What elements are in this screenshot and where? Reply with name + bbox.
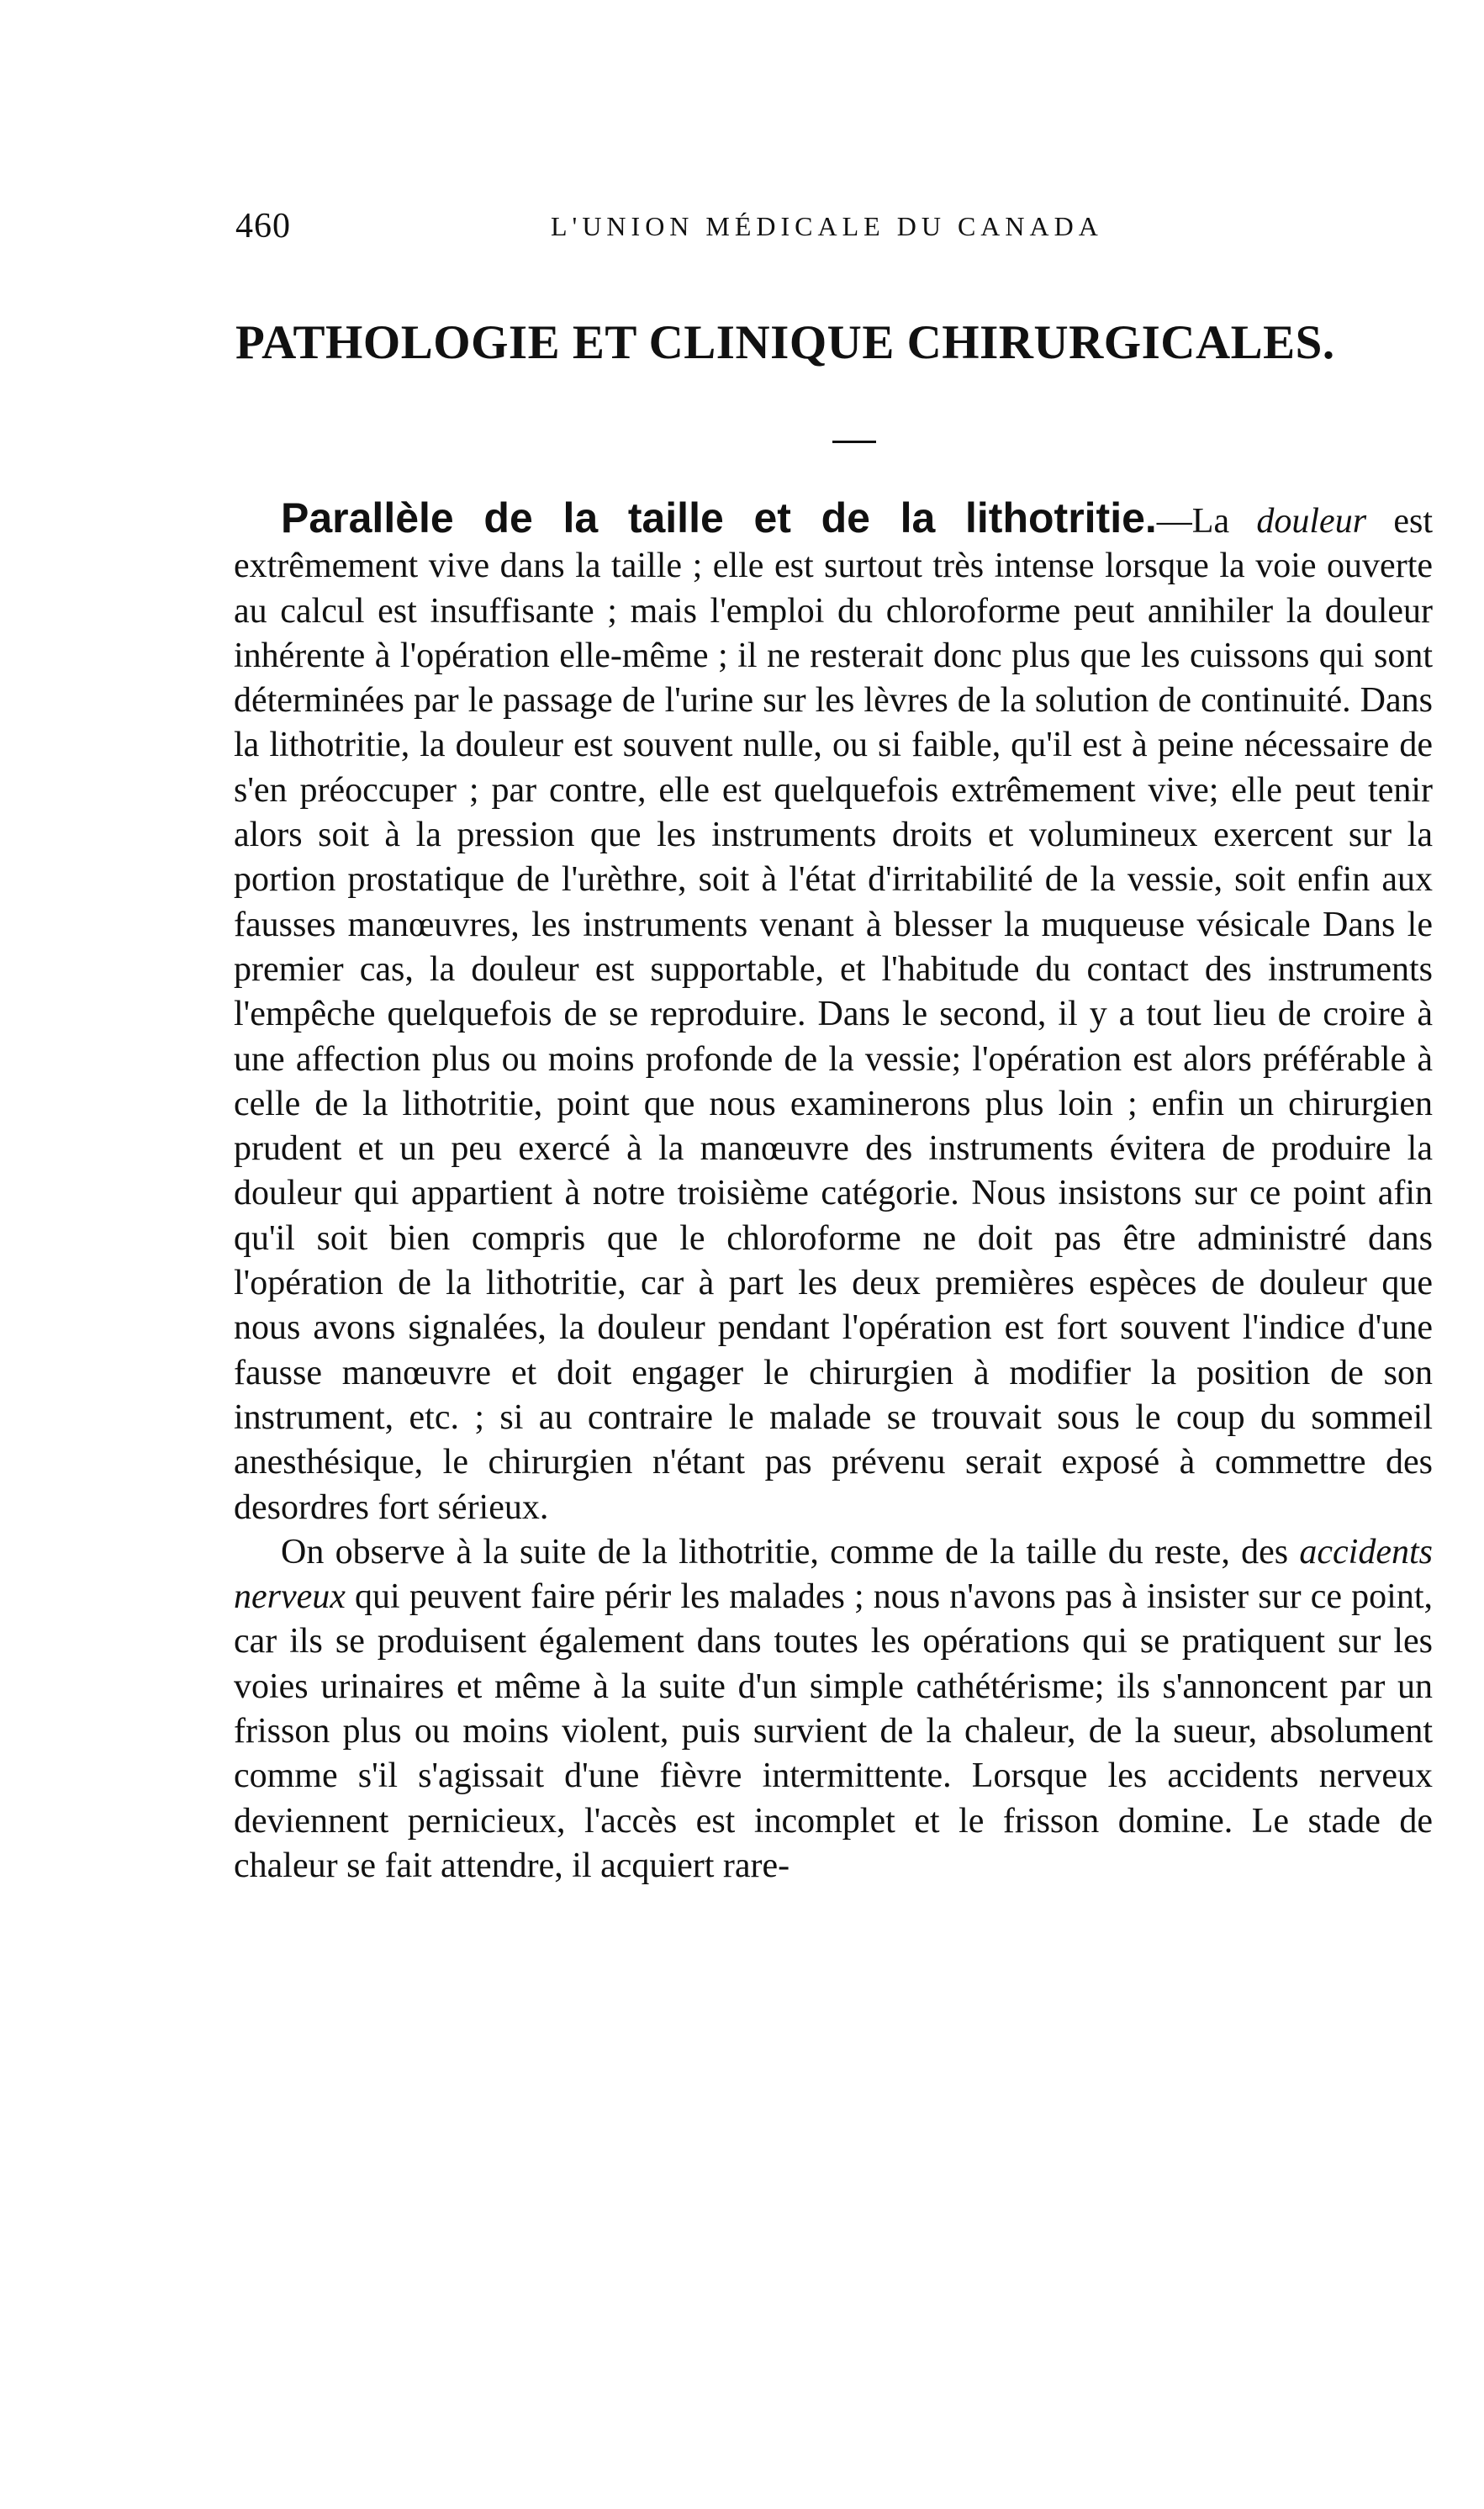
paragraph-2-emphasis: accidents nerveux (234, 1532, 1433, 1617)
article-body (234, 496, 1433, 1888)
journal-title: L'UNION MÉDICALE DU CANADA (551, 211, 1103, 241)
paragraph-2-text: qui peuvent faire périr les malades ; nous n'avons pas à insister sur ce point, car ils se produisent également dans toutes les opérations qui se pratiquent sur les voies urinaires et même à la suite d'un simple cathétérisme; ils s'annoncent par un frisson plus ou moins violent, puis survient de la chaleur, de la sueur, absolument comme s'il s'agissait d'une fièvre intermittente. Lorsque les accidents nerveux deviennent pernicieux, l'accès est incomplet et le frisson domine. Le stade de chaleur se fait attendre, il acquiert rare- (234, 1577, 1433, 1885)
paragraph-1-lead: —La (1156, 502, 1257, 541)
section-heading: PATHOLOGIE ET CLINIQUE CHIRURGICALES. (235, 316, 1335, 369)
running-header (235, 206, 1429, 256)
paragraph-1-emphasis: douleur (1256, 502, 1367, 541)
page-number: 460 (235, 207, 291, 246)
paragraph-1 (234, 496, 1433, 1530)
article-title: Parallèle de la taille et de la lithotritie. (281, 494, 1157, 541)
paragraph-2 (234, 1530, 1433, 1888)
paragraph-2-lead: On observe à la suite de la lithotritie, comme de la taille du reste, des (281, 1532, 1300, 1571)
paragraph-1-text: est extrêmement vive dans la taille ; elle est surtout très intense lorsque la voie ouverte au calcul est insuffisante ; mais l'emploi du chloroforme peut annihiler la douleur inhérente à l'opération elle-même ; il ne resterait donc plus que les cuissons qui sont déterminées par le passage de l'urine sur les lèvres de la solution de continuité. Dans la lithotritie, la douleur est souvent nulle, ou si faible, qu'il est à peine nécessaire de s'en préoccuper ; par contre, elle est quelquefois extrêmement vive; elle peut tenir alors soit à la pression que les instruments droits et volumineux exercent sur la portion prostatique de l'urèthre, soit à l'état d'irritabilité de la vessie, soit enfin aux fausses manœuvres, les instruments venant à blesser la muqueuse vésicale Dans le premier cas, la douleur est supportable, et l'habitude du contact des instruments l'empêche quelquefois de se reproduire. Dans le second, il y a tout lieu de croire à une affection plus ou moins profonde de la vessie; l'opération est alors préférable à celle de la lithotritie, point que nous examinerons plus loin ; enfin un chirurgien prudent et un peu exercé à la manœuvre des instruments évitera de produire la douleur qui appartient à notre troisième catégorie. Nous insistons sur ce point afin qu'il soit bien compris que le chloroforme ne doit pas être administré dans l'opération de la lithotritie, car à part les deux premières espèces de douleur que nous avons signalées, la douleur pendant l'opération est fort souvent l'indice d'une fausse manœuvre et doit engager le chirurgien à modifier la position de son instrument, etc. ; si au contraire le malade se trouvait sous le coup du sommeil anesthésique, le chirurgien n'étant pas prévenu serait exposé à commettre des desordres fort sérieux. (234, 502, 1433, 1527)
separator-rule (832, 441, 876, 443)
